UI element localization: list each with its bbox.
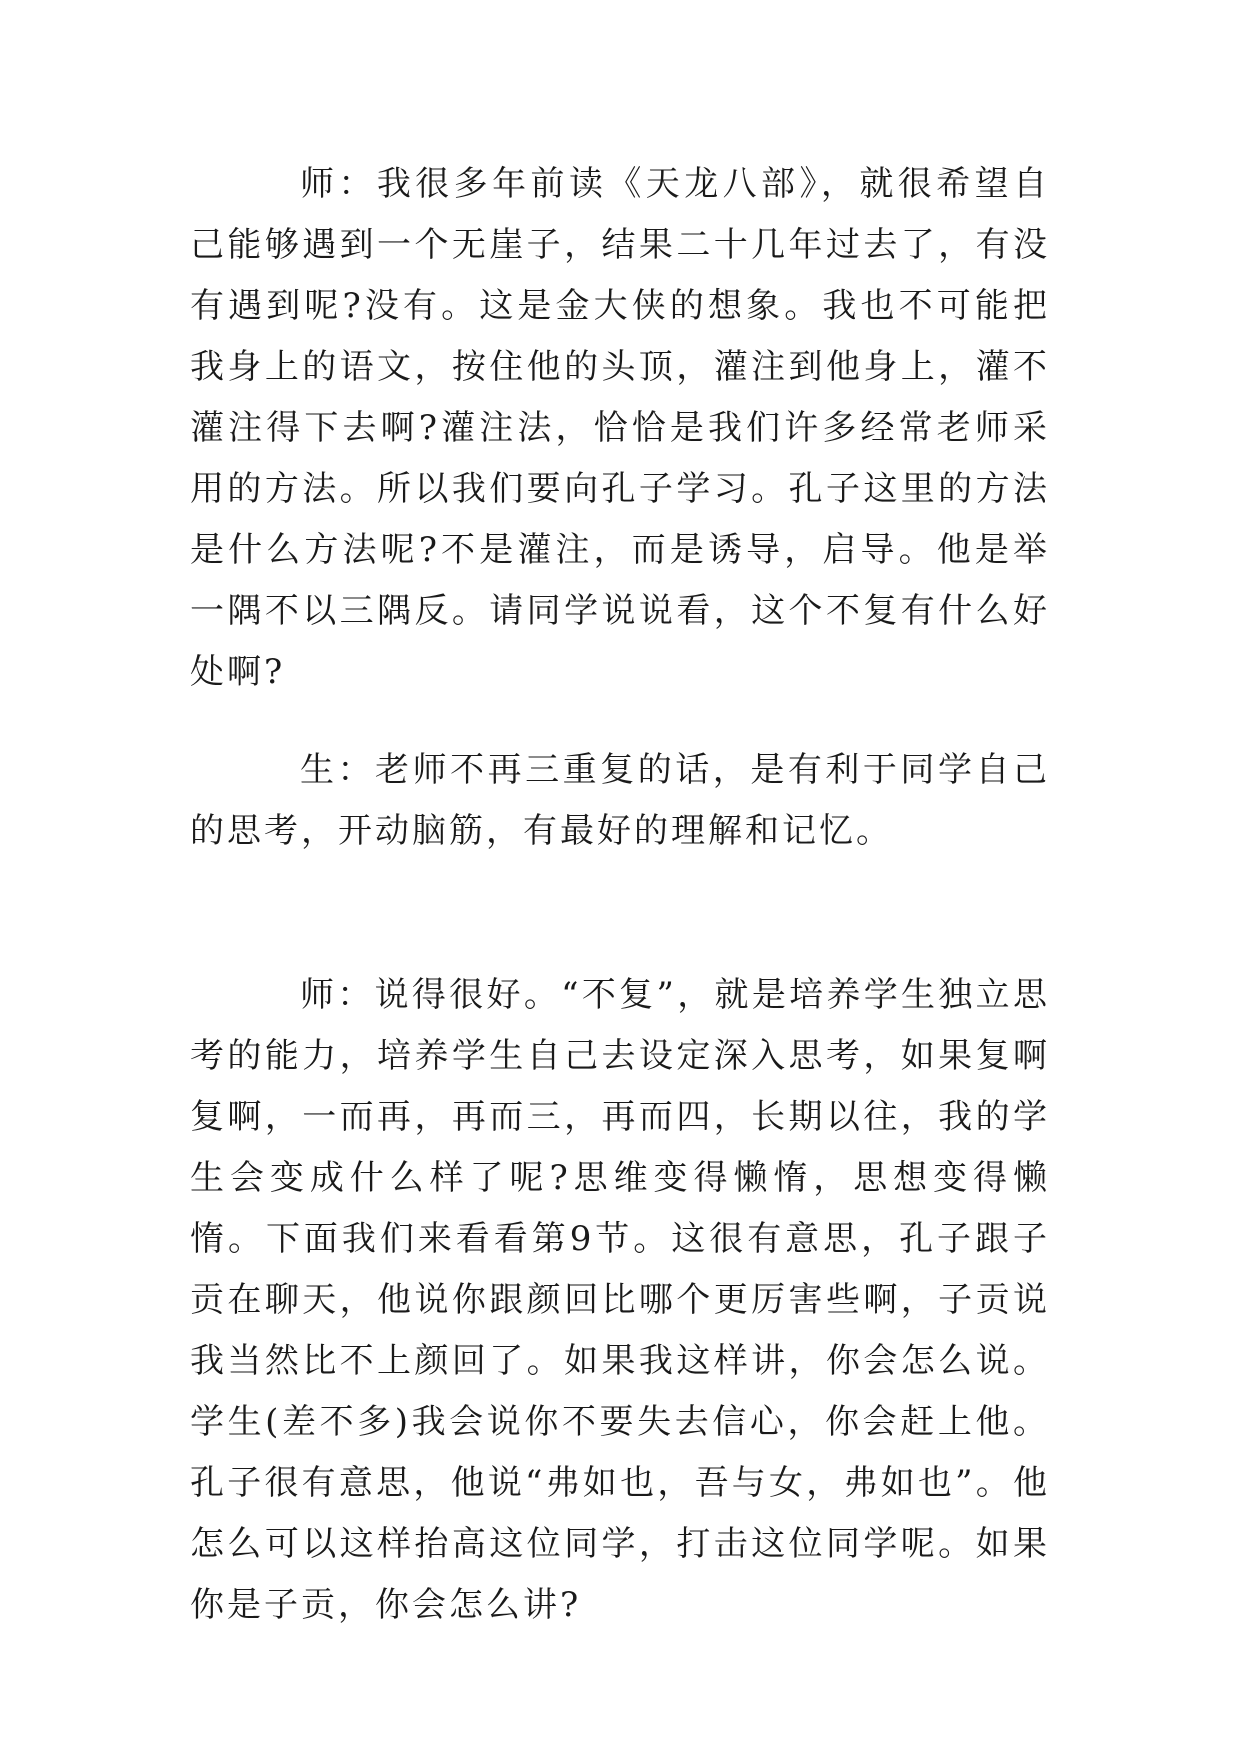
paragraph-teacher-1: 师：我很多年前读《天龙八部》，就很希望自己能够遇到一个无崖子，结果二十几年过去了，有没有遇到呢?没有。这是金大侠的想象。我也不可能把我身上的语文，按住他的头顶，灌注到他身上，灌不灌注得下去啊?灌注法，恰恰是我们许多经常老师采用的方法。所以我们要向孔子学习。孔子这里的方法是什么方法呢?不是灌注，而是诱导，启导。他是举一隅不以三隅反。请同学说说看，这个不复有什么好处啊? — [190, 164, 1050, 692]
paragraph-student-1: 生：老师不再三重复的话，是有利于同学自己的思考，开动脑筋，有最好的理解和记忆。 — [190, 750, 1050, 851]
paragraph-teacher-2: 师：说得很好。“不复”，就是培养学生独立思考的能力，培养学生自己去设定深入思考，如果复啊复啊，一而再，再而三，再而四，长期以往，我的学生会变成什么样了呢?思维变得懒惰，思想变得懒惰。下面我们来看看第9节。这很有意思，孔子跟子贡在聊天，他说你跟颜回比哪个更厉害些啊，子贡说我当然比不上颜回了。如果我这样讲，你会怎么说。学生(差不多)我会说你不要失去信心，你会赶上他。孔子很有意思，他说“弗如也，吾与女，弗如也”。他怎么可以这样抬高这位同学，打击这位同学呢。如果你是子贡，你会怎么讲? — [190, 975, 1050, 1625]
